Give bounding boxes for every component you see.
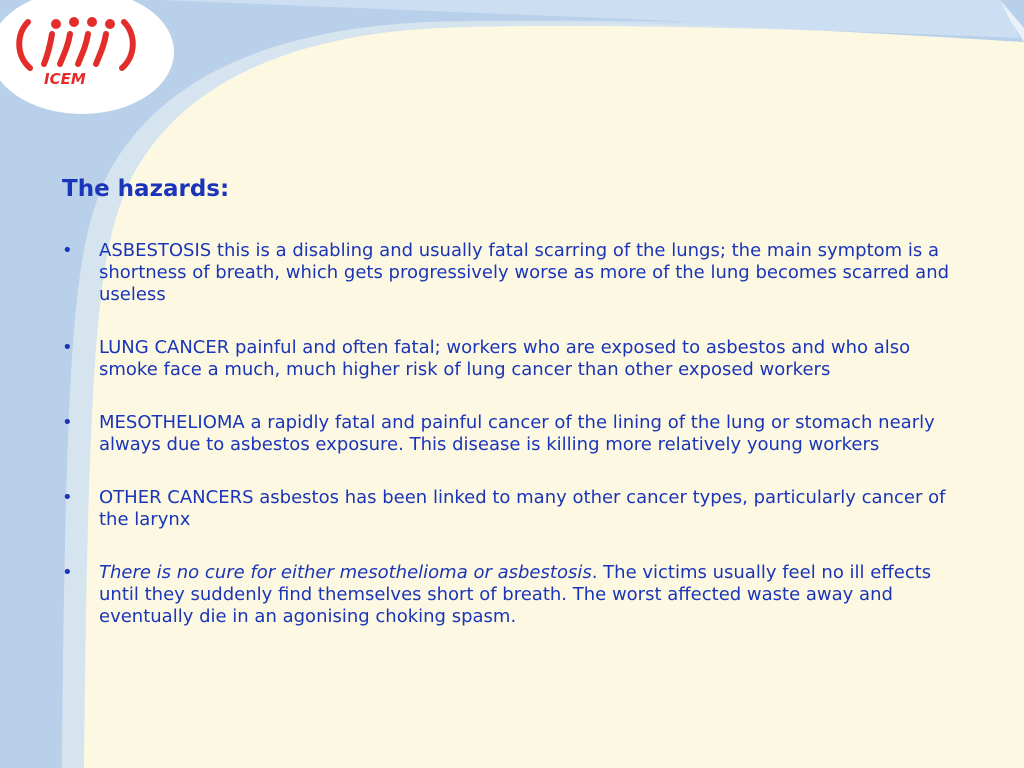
slide-content xyxy=(62,176,972,659)
bullet-icon: • xyxy=(62,562,73,583)
bullet-icon: • xyxy=(62,240,73,261)
bullet-text-lung-cancer: LUNG CANCER painful and often fatal; workers who are exposed to asbestos and who also smoke face a much, much higher risk of lung cancer than other exposed workers xyxy=(99,337,911,380)
list-item xyxy=(62,487,972,531)
bullet-text-asbestosis: ASBESTOSIS this is a disabling and usually fatal scarring of the lungs; the main symptom is a shortness of breath, which gets progressively worse as more of the lung becomes scarred and useless xyxy=(99,240,950,305)
hazards-list xyxy=(62,240,972,628)
bullet-icon: • xyxy=(62,487,73,508)
icem-figures-logo-icon xyxy=(6,4,146,74)
bullet-text-no-cure-emphasis: There is no cure for either mesothelioma or asbestosis xyxy=(99,562,592,583)
list-item xyxy=(62,562,972,628)
bullet-text-other-cancers: OTHER CANCERS asbestos has been linked to many other cancer types, particularly cancer of the larynx xyxy=(99,487,946,530)
list-item xyxy=(62,240,972,306)
logo-text: ICEM xyxy=(44,70,86,88)
icem-logo xyxy=(6,4,146,104)
bullet-text-mesothelioma: MESOTHELIOMA a rapidly fatal and painful cancer of the lining of the lung or stomach nearly always due to asbestos exposure. This disease is killing more relatively young workers xyxy=(99,412,935,455)
bullet-text-no-cure: . The victims usually feel no ill effects until they suddenly find themselves short of breath. The worst affected waste away and eventually die in an agonising choking spasm. xyxy=(99,562,932,627)
slide-title: The hazards: xyxy=(62,176,230,202)
list-item xyxy=(62,337,972,381)
bullet-icon: • xyxy=(62,337,73,358)
bullet-icon: • xyxy=(62,412,73,433)
list-item xyxy=(62,412,972,456)
